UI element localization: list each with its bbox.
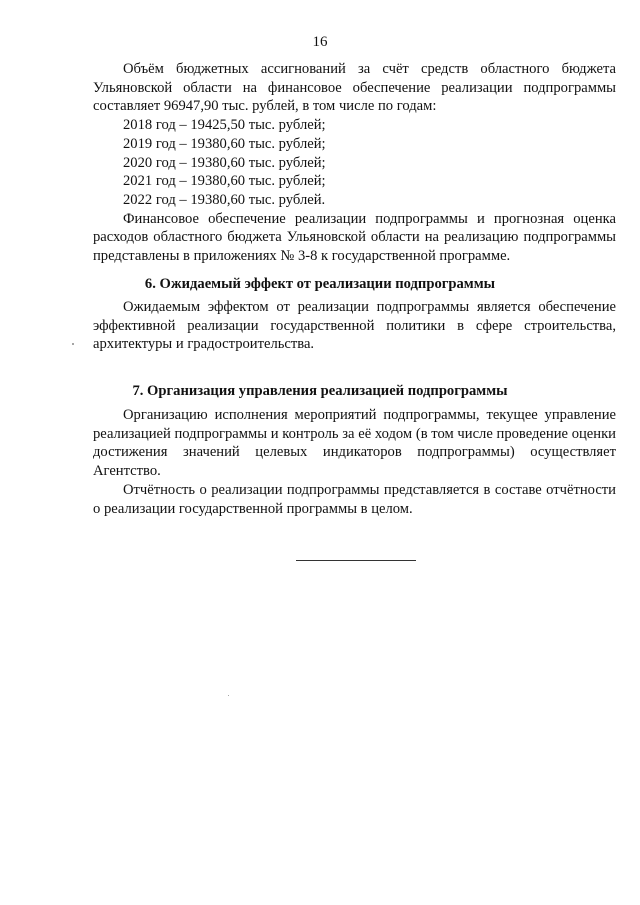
end-of-text-rule <box>296 560 416 561</box>
funding-year-2018: 2018 год – 19425,50 тыс. рублей; <box>123 117 326 134</box>
funding-year-2020: 2020 год – 19380,60 тыс. рублей; <box>123 154 326 171</box>
section-6-body <box>93 298 616 354</box>
section-7-body <box>93 406 616 518</box>
section-6-heading: 6. Ожидаемый эффект от реализации подпрограммы <box>144 276 496 292</box>
funding-year-2022: 2022 год – 19380,60 тыс. рублей. <box>123 191 326 208</box>
scan-speck <box>72 343 74 345</box>
funding-year-2021: 2021 год – 19380,60 тыс. рублей; <box>123 173 326 190</box>
funding-year-2019: 2019 год – 19380,60 тыс. рублей; <box>123 135 326 152</box>
scan-speck <box>228 695 229 696</box>
page-number: 16 <box>312 34 328 50</box>
funding-section <box>93 60 616 266</box>
section-7-paragraph-2: Отчётность о реализации подпрограммы представляется в составе отчётности о реализации государственной программы в целом. <box>93 481 616 517</box>
section-7-heading: 7. Организация управления реализацией подпрограммы <box>132 383 508 399</box>
section-7-paragraph-1: Организацию исполнения мероприятий подпрограммы, текущее управление реализацией подпрограммы и контроль за её ходом (в том числе проведение оценки достижения значений целевых индикаторов подпрограммы) осуществляет Агентство. <box>93 407 616 480</box>
section-6-text: Ожидаемым эффектом от реализации подпрограммы является обеспечение эффективной реализации государственной политики в сфере строительства, архитектуры и градостроительства. <box>93 299 616 353</box>
funding-intro: Объём бюджетных ассигнований за счёт средств областного бюджета Ульяновской области на финансовое обеспечение реализации подпрограммы составляет 96947,90 тыс. рублей, в том числе по годам: <box>93 61 616 115</box>
funding-appendix-note: Финансовое обеспечение реализации подпрограммы и прогнозная оценка расходов областного бюджета Ульяновской области на реализацию подпрограммы представлены в приложениях № 3-8 к государственной программе. <box>93 210 616 265</box>
